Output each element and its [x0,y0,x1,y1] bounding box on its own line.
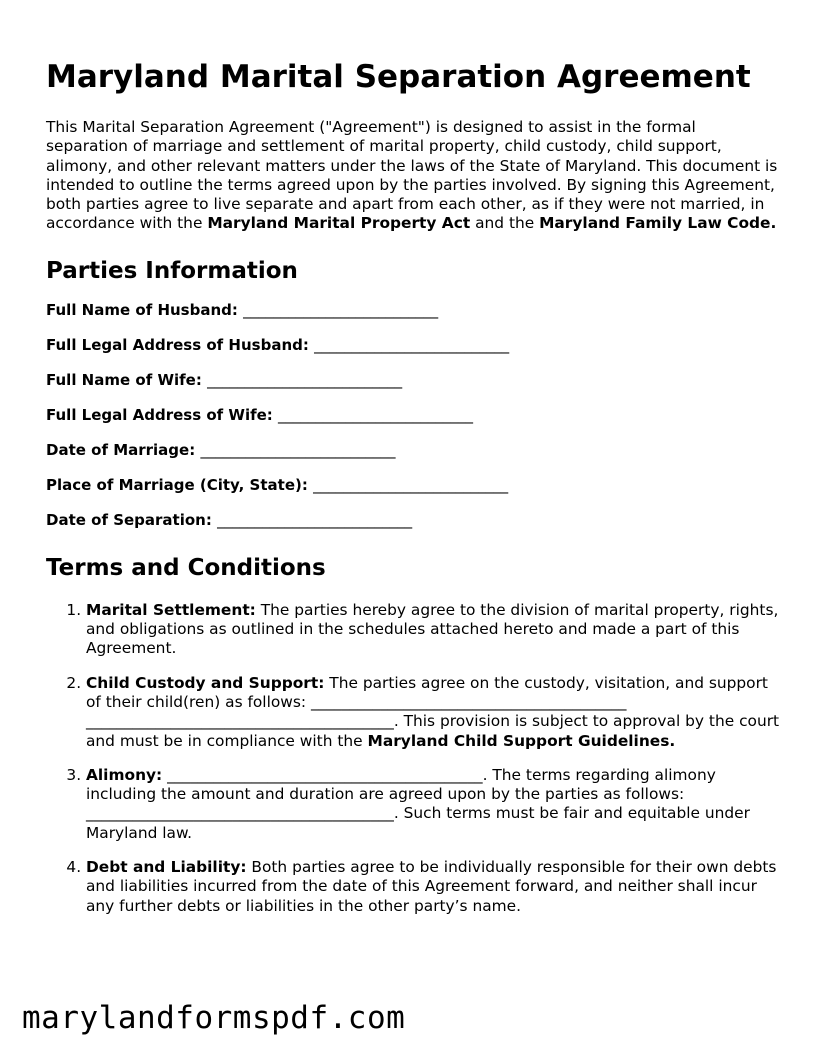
field-label: Place of Marriage (City, State): [46,475,308,494]
list-item [86,858,781,916]
term-title: Debt and Liability: [86,858,247,877]
terms-list [46,601,781,916]
list-item [86,601,781,659]
term-title: Marital Settlement: [86,600,256,619]
blank-line[interactable]: __________________________ [200,440,396,459]
intro-text: This Marital Separation Agreement ("Agreement") is designed to assist in the formal separation of marriage and settlement of marital property, child custody, child support, alimony, and other relevant matters under the laws of the State of Maryland. This document is intended to outline the terms agreed upon by the parties involved. By signing this Agreement, both parties agree to live separate and apart from each other, as if they were not married, in accordance with the [46,118,778,233]
field-husband-name [46,301,781,320]
field-label: Date of Marriage: [46,440,196,459]
document-title: Maryland Marital Separation Agreement [46,59,751,95]
term-bold-guidelines: Maryland Child Support Guidelines. [367,731,676,750]
field-label: Full Legal Address of Husband: [46,335,309,354]
footer-watermark: marylandformspdf.com [22,1000,406,1036]
field-wife-name [46,371,781,390]
terms-heading: Terms and Conditions [46,554,326,581]
term-text: The parties hereby agree to the division of marital property, rights, and obligations as outlined in the schedules attached hereto and made a part of this Agreement. [86,600,779,658]
term-title: Child Custody and Support: [86,673,325,692]
term-text: Both parties agree to be individually responsible for their own debts and liabilities incurred from the date of this Agreement forward, and neither shall incur any further debts or liabilities in the other party’s name. [86,858,777,915]
field-place-of-marriage [46,476,781,495]
field-label: Full Legal Address of Wife: [46,405,273,424]
blank-line[interactable]: __________________________ [217,510,413,529]
term-text: The parties agree on the custody, visitation, and support of their child(ren) as follows: _________________________________________ ________________________________________. This provision is subject to approval by the court and must be in compliance with the [86,673,780,750]
field-wife-address [46,406,781,425]
blank-line[interactable]: __________________________ [207,370,403,389]
field-date-of-marriage [46,441,781,460]
document-page [46,58,781,931]
field-date-of-separation [46,511,781,530]
term-title: Alimony: [86,765,163,784]
blank-line[interactable]: __________________________ [243,300,439,319]
blank-line[interactable]: __________________________ [278,405,474,424]
intro-paragraph [46,118,781,234]
intro-bold-property-act: Maryland Marital Property Act [207,214,471,233]
term-text: _________________________________________. The terms regarding alimony including the amount and duration are agreed upon by the parties as follows: ________________________________________. Such terms must be fair and equitable under Maryland law. [86,765,750,842]
blank-line[interactable]: __________________________ [313,475,509,494]
list-item [86,766,781,843]
field-husband-address [46,336,781,355]
field-label: Full Name of Wife: [46,370,202,389]
blank-line[interactable]: __________________________ [314,335,510,354]
list-item [86,674,781,751]
field-label: Full Name of Husband: [46,300,238,319]
parties-heading: Parties Information [46,257,298,284]
intro-bold-family-law-code: Maryland Family Law Code. [539,214,777,233]
field-label: Date of Separation: [46,510,212,529]
intro-text-and: and the [470,214,540,233]
